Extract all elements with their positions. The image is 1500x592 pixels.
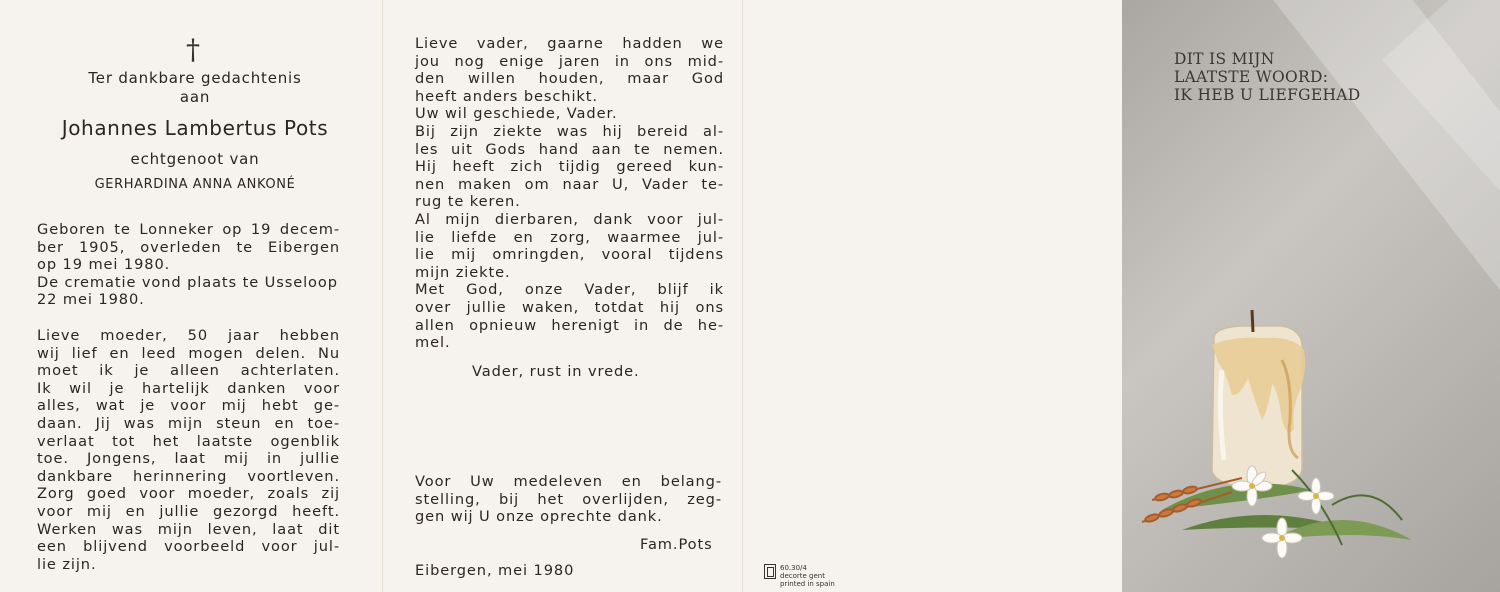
message-line: lie zijn. — [37, 555, 97, 573]
middle-panel — [382, 0, 742, 592]
verse-line: DIT IS MIJN — [1174, 50, 1275, 68]
message-line: jou nog enige jaren in ons mid- — [415, 52, 724, 70]
message-line: daan. Jij was mijn steun en toe- — [37, 414, 340, 432]
bio-line: 22 mei 1980. — [37, 291, 145, 309]
bio-line: op 19 mei 1980. — [37, 256, 171, 274]
spouse-name: GERHARDINA ANNA ANKONÉ — [94, 177, 296, 192]
message-line: Met God, onze Vader, blijf ik — [415, 281, 724, 299]
deceased-name: Johannes Lambertus Pots — [61, 116, 329, 140]
thanks-line: stelling, bij het overlijden, zeg- — [415, 490, 722, 508]
blank-panel — [742, 0, 1122, 592]
message-line: Al mijn dierbaren, dank voor jul- — [415, 210, 724, 228]
spouse-label: echtgenoot van — [130, 150, 260, 168]
family-signature: Fam.Pots — [640, 536, 713, 553]
message-line: Hij heeft zich tijdig gereed kun- — [415, 158, 724, 176]
message-line: mel. — [415, 334, 451, 352]
bio-line: ber 1905, overleden te Eibergen — [37, 238, 340, 256]
message-line: Bij zijn ziekte was hij bereid al- — [415, 122, 724, 140]
publisher-logo-icon — [764, 564, 776, 579]
message-line: rug te keren. — [415, 193, 521, 211]
bio-line: De crematie vond plaats te Usseloop — [37, 273, 338, 291]
imprint-publisher: decorte gent — [780, 572, 825, 580]
message-line: mijn ziekte. — [415, 263, 511, 281]
message-line: Uw wil geschiede, Vader. — [415, 105, 618, 123]
message-line: toe. Jongens, laat mij in jullie — [37, 450, 340, 468]
thanks-line: Voor Uw medeleven en belang- — [415, 473, 722, 490]
message-line: den willen houden, maar God — [415, 70, 724, 88]
message-line: moet ik je alleen achterlaten. — [37, 362, 340, 380]
left-panel — [0, 0, 382, 592]
dedication-aan: aan — [179, 88, 211, 106]
message-line: heeft anders beschikt. — [415, 87, 598, 105]
message-line: Werken was mijn leven, laat dit — [37, 520, 340, 538]
dedication-line: Ter dankbare gedachtenis — [88, 69, 302, 87]
message-line: nen maken om naar U, Vader te- — [415, 175, 724, 193]
thanks-text — [415, 473, 722, 526]
message-line: Zorg goed voor moeder, zoals zij — [37, 485, 340, 503]
message-to-wife — [37, 327, 340, 573]
message-line: een blijvend voorbeeld voor jul- — [37, 538, 340, 556]
message-line: les uit Gods hand aan te nemen. — [415, 140, 724, 158]
message-line: wij lief en leed mogen delen. Nu — [37, 344, 340, 362]
message-line: over jullie waken, totdat hij ons — [415, 298, 724, 316]
message-line: verlaat tot het laatste ogenblik — [37, 432, 340, 450]
message-line: allen opnieuw herenigt in de he- — [415, 316, 724, 334]
imprint-printed: printed in spain — [780, 580, 835, 588]
message-line: Lieve vader, gaarne hadden we — [415, 35, 724, 52]
imprint-code: 60.30/4 — [780, 564, 807, 572]
imprint-text — [780, 564, 835, 588]
message-line: lie liefde en zorg, waarmee jul- — [415, 228, 724, 246]
thanks-line: gen wij U onze oprechte dank. — [415, 508, 663, 526]
message-from-father — [415, 35, 724, 352]
rest-in-peace-line: Vader, rust in vrede. — [472, 363, 640, 380]
verse-line: LAATSTE WOORD: — [1174, 68, 1329, 86]
cross-icon: † — [186, 33, 200, 66]
biography-text — [37, 221, 340, 309]
message-line: Ik wil je hartelijk danken voor — [37, 379, 340, 397]
message-line: Lieve moeder, 50 jaar hebben — [37, 327, 340, 344]
bio-line: Geboren te Lonneker op 19 decem- — [37, 221, 340, 238]
message-line: dankbare herinnering voortleven. — [37, 467, 340, 485]
verse-line: IK HEB U LIEFGEHAD — [1174, 86, 1361, 104]
message-line: voor mij en jullie gezorgd heeft. — [37, 502, 340, 520]
message-line: lie mij omringden, vooral tijdens — [415, 246, 724, 264]
message-line: alles, wat je voor mij hebt ge- — [37, 397, 340, 415]
cover-panel — [1122, 0, 1500, 592]
place-and-date: Eibergen, mei 1980 — [415, 562, 575, 579]
candle-with-flowers-illustration — [1122, 0, 1500, 592]
printer-imprint — [764, 564, 835, 588]
